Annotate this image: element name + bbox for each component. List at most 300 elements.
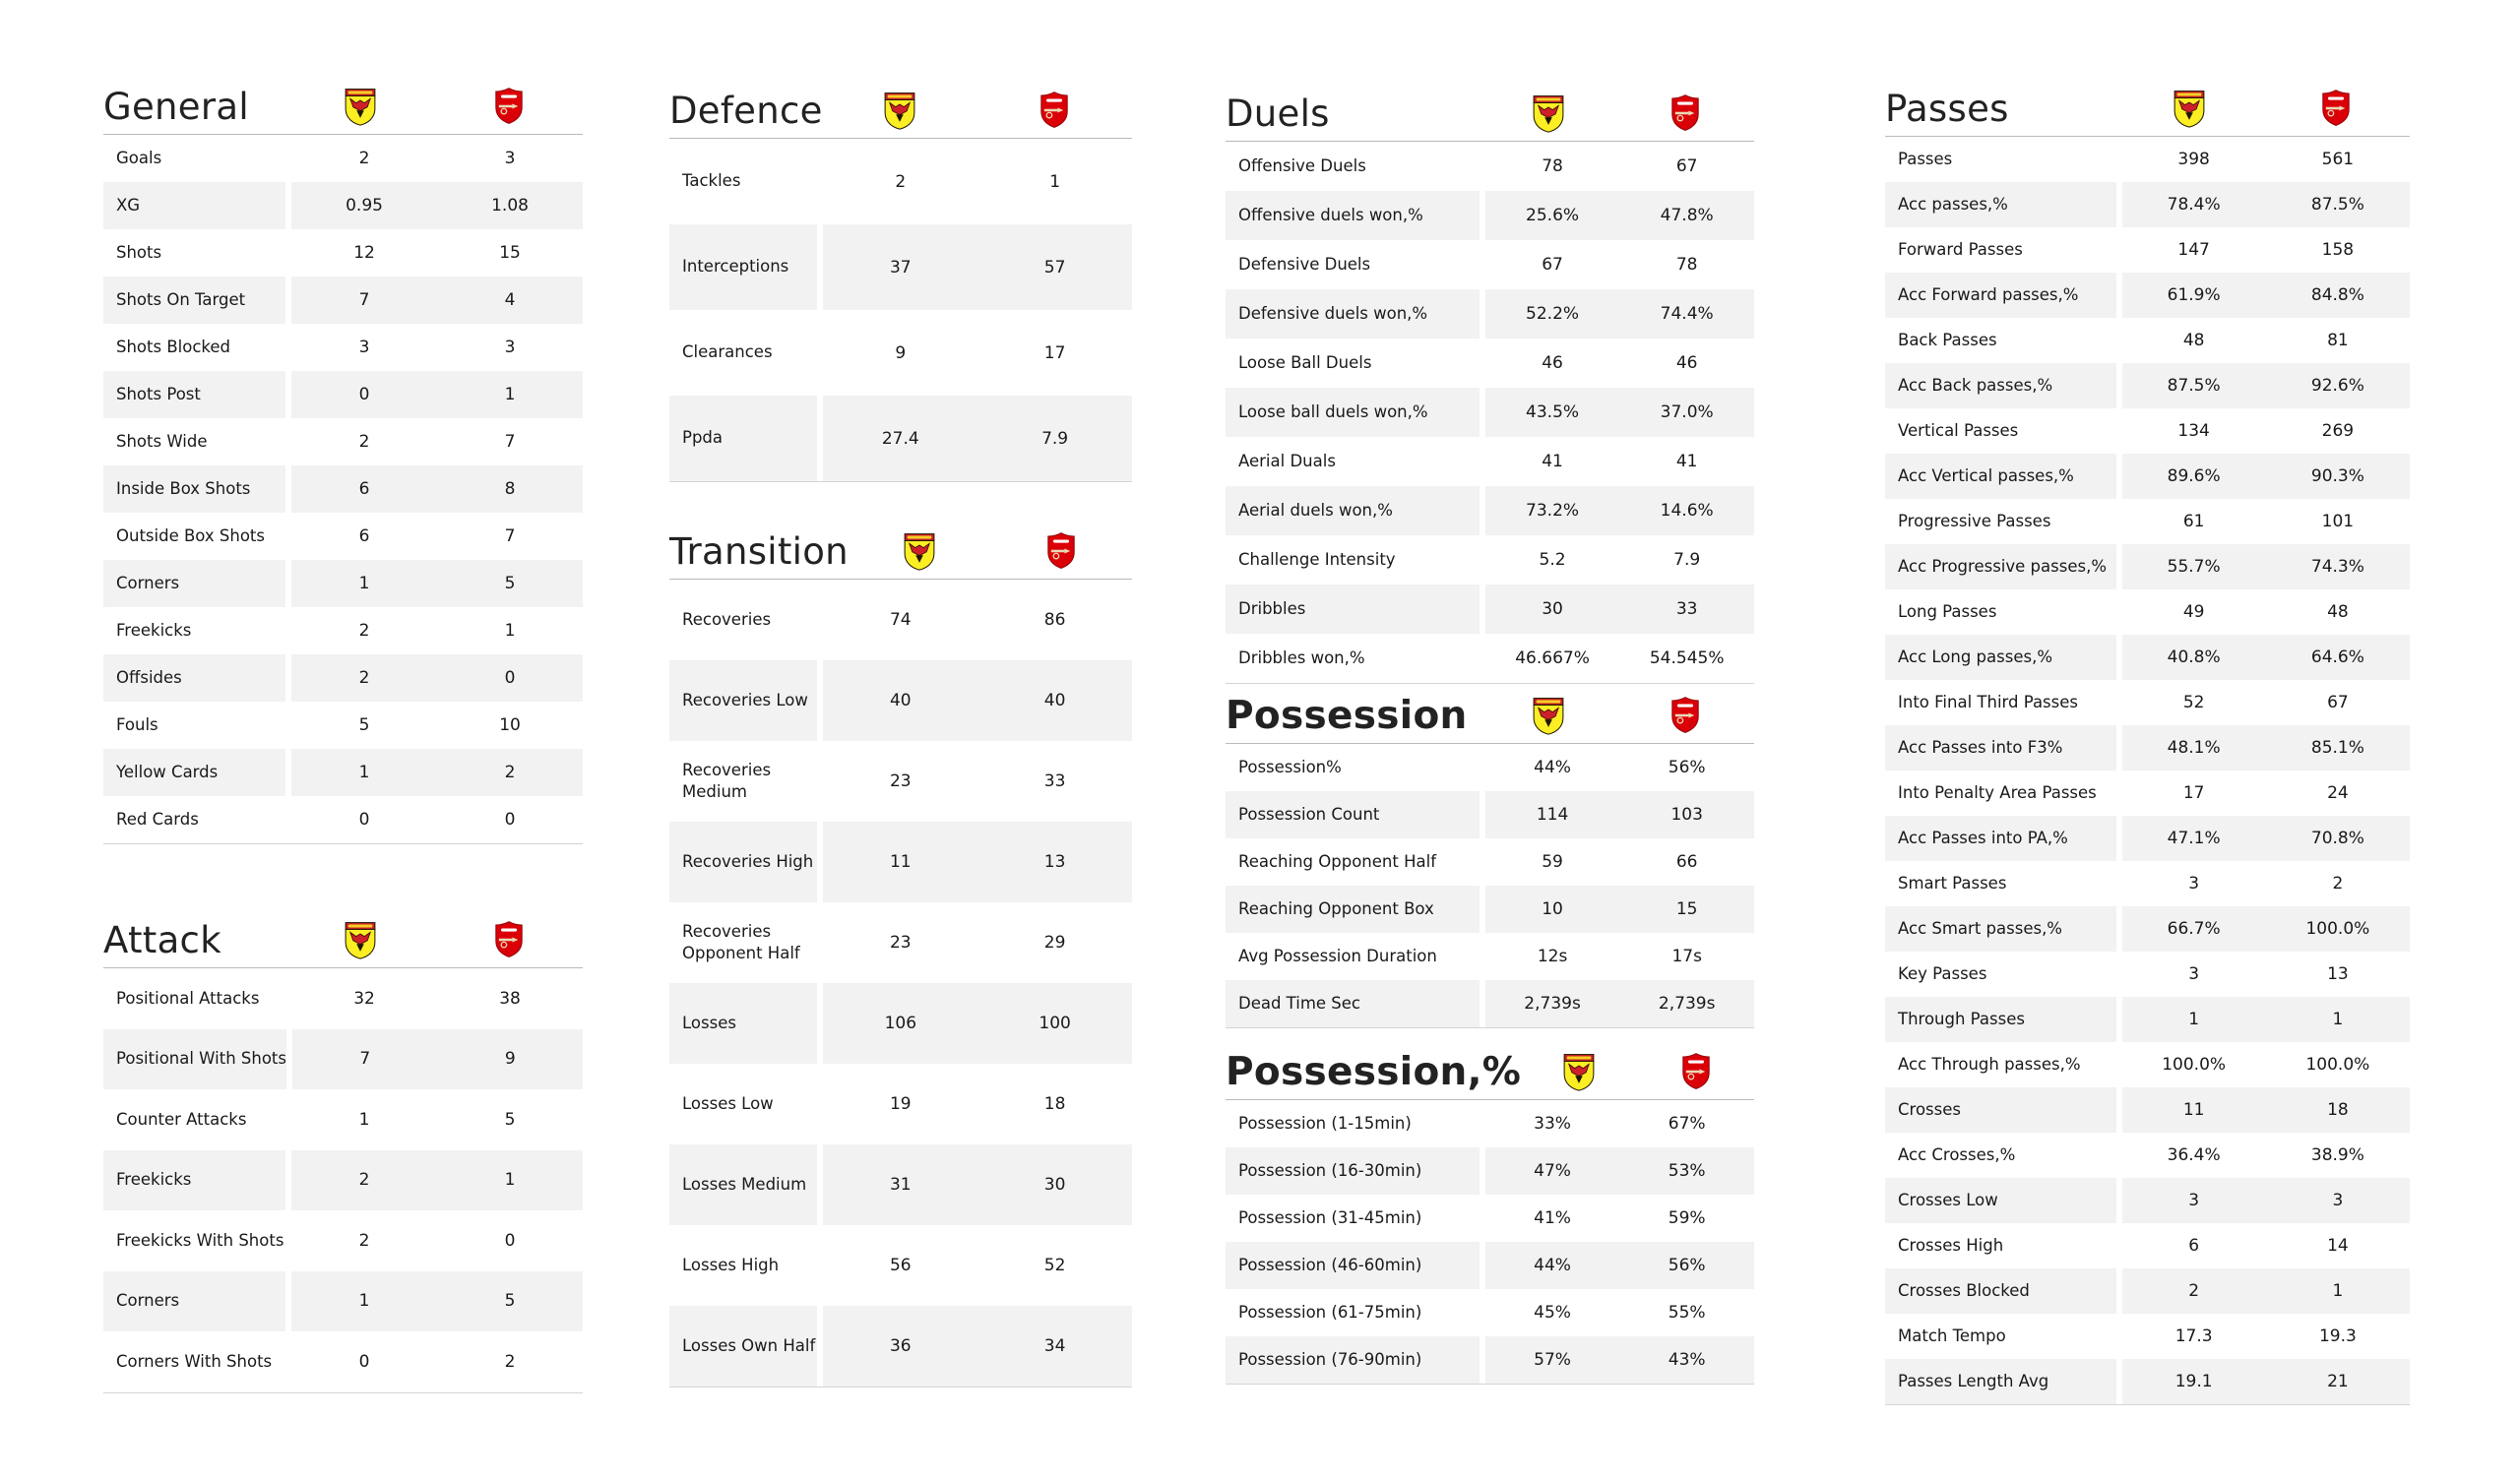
stat-row bbox=[669, 1144, 1132, 1225]
stat-values bbox=[291, 513, 583, 560]
stat-row bbox=[1226, 1336, 1754, 1384]
stat-label: Offensive Duels bbox=[1238, 155, 1366, 175]
stat-label: Acc Vertical passes,% bbox=[1885, 454, 2116, 499]
stat-label: Shots On Target bbox=[103, 277, 285, 324]
stat-values bbox=[2122, 861, 2410, 906]
stat-value-away: 269 bbox=[2321, 421, 2355, 441]
stat-row bbox=[1885, 182, 2410, 227]
stat-value-home: 17.3 bbox=[2174, 1326, 2213, 1346]
stat-row bbox=[103, 1271, 583, 1332]
stat-value-away: 15 bbox=[499, 243, 521, 263]
stat-value-home: 3 bbox=[2188, 1191, 2200, 1210]
stat-label: Key Passes bbox=[1898, 963, 1987, 983]
stat-value-home: 1 bbox=[358, 1291, 370, 1312]
stat-label: Crosses High bbox=[1898, 1235, 2004, 1255]
stat-label: Losses High bbox=[682, 1255, 780, 1274]
stat-value-home: 12s bbox=[1537, 947, 1568, 966]
stat-row bbox=[1226, 240, 1754, 289]
stat-row bbox=[1885, 1087, 2410, 1133]
stat-values bbox=[291, 1150, 583, 1211]
stat-row bbox=[1226, 634, 1754, 683]
stat-label: Dribbles bbox=[1226, 585, 1480, 634]
section-header-duels bbox=[1226, 86, 1754, 142]
stat-label: Shots bbox=[116, 242, 162, 262]
stat-label: Acc Progressive passes,% bbox=[1885, 544, 2116, 589]
stat-value-away: 158 bbox=[2321, 240, 2355, 260]
stat-row bbox=[103, 513, 583, 560]
stat-value-away: 2 bbox=[2332, 874, 2344, 894]
stat-value-home: 52 bbox=[2182, 693, 2205, 712]
stat-row bbox=[103, 654, 583, 702]
stat-values bbox=[1485, 838, 1754, 886]
stat-values bbox=[291, 1331, 583, 1392]
stat-value-away: 1 bbox=[504, 621, 516, 641]
stat-values bbox=[2122, 725, 2410, 771]
stat-values bbox=[823, 580, 1132, 660]
stat-values bbox=[291, 1210, 583, 1271]
stat-values bbox=[291, 371, 583, 418]
stat-values bbox=[2122, 408, 2410, 454]
stat-row bbox=[1885, 363, 2410, 408]
stat-row bbox=[1885, 544, 2410, 589]
stat-value-away: 5 bbox=[504, 1109, 516, 1130]
stat-label: Ppda bbox=[669, 396, 817, 481]
stat-label: Defensive duels won,% bbox=[1226, 289, 1480, 339]
stat-label: Reaching Opponent Box bbox=[1226, 886, 1480, 933]
stat-row bbox=[1885, 589, 2410, 635]
stat-row bbox=[103, 1089, 583, 1150]
stat-value-home: 398 bbox=[2177, 150, 2210, 169]
stat-values bbox=[291, 418, 583, 465]
stat-values bbox=[2122, 318, 2410, 363]
stat-value-home: 2 bbox=[358, 149, 370, 168]
stat-value-home: 2 bbox=[895, 171, 907, 192]
stat-label: Corners bbox=[103, 1271, 285, 1332]
stat-rows bbox=[669, 139, 1132, 482]
stat-row bbox=[1226, 1289, 1754, 1336]
stat-value-away: 8 bbox=[504, 479, 516, 499]
stat-label: Avg Possession Duration bbox=[1238, 946, 1437, 965]
stat-values bbox=[2122, 1359, 2410, 1404]
column-passes bbox=[1885, 0, 2410, 1480]
watford-crest-icon bbox=[903, 531, 936, 571]
stat-rows bbox=[1226, 744, 1754, 1028]
stat-value-away: 13 bbox=[2327, 964, 2349, 984]
stat-value-home: 44% bbox=[1534, 1256, 1571, 1275]
stat-label: Freekicks bbox=[103, 1150, 285, 1211]
stat-value-home: 6 bbox=[358, 526, 370, 546]
stat-values bbox=[1485, 142, 1754, 191]
stat-row bbox=[103, 371, 583, 418]
stat-value-home: 66.7% bbox=[2167, 919, 2221, 939]
stat-value-away: 41 bbox=[1675, 452, 1698, 471]
stat-label: Into Penalty Area Passes bbox=[1898, 782, 2097, 802]
stat-value-home: 48 bbox=[2182, 331, 2205, 350]
stat-value-away: 0 bbox=[504, 1230, 516, 1251]
stat-value-away: 101 bbox=[2321, 512, 2355, 531]
stat-values bbox=[1485, 1147, 1754, 1195]
stat-row bbox=[669, 310, 1132, 396]
stat-row bbox=[669, 139, 1132, 224]
stat-row bbox=[1885, 725, 2410, 771]
stat-label: Possession (1-15min) bbox=[1238, 1113, 1412, 1133]
stat-value-away: 15 bbox=[1675, 899, 1698, 919]
stat-values bbox=[1485, 388, 1754, 437]
stat-value-home: 0 bbox=[358, 1351, 370, 1372]
stat-row bbox=[1885, 1223, 2410, 1268]
stat-label: Possession (46-60min) bbox=[1226, 1242, 1480, 1289]
stat-value-away: 67 bbox=[2327, 693, 2349, 712]
stat-values bbox=[1485, 933, 1754, 980]
stat-value-home: 2 bbox=[2188, 1281, 2200, 1301]
stat-values bbox=[1485, 289, 1754, 339]
stat-label: Reaching Opponent Half bbox=[1238, 851, 1436, 871]
stat-values bbox=[823, 1144, 1132, 1225]
stat-value-home: 11 bbox=[2182, 1100, 2205, 1120]
stat-value-home: 23 bbox=[889, 933, 912, 953]
stat-value-home: 57% bbox=[1534, 1350, 1571, 1370]
stat-value-away: 3 bbox=[504, 338, 516, 357]
stat-label: Progressive Passes bbox=[1898, 511, 2051, 530]
stat-values bbox=[2122, 1268, 2410, 1314]
stat-row bbox=[1226, 1100, 1754, 1147]
stat-value-away: 18 bbox=[1043, 1094, 1066, 1114]
stat-row bbox=[1885, 906, 2410, 952]
stat-row bbox=[669, 902, 1132, 983]
stat-values bbox=[2122, 997, 2410, 1042]
stat-value-home: 43.5% bbox=[1526, 402, 1580, 422]
stat-label: Acc Forward passes,% bbox=[1885, 273, 2116, 318]
section-title: General bbox=[103, 85, 249, 128]
stat-values bbox=[823, 983, 1132, 1064]
stat-row bbox=[103, 229, 583, 277]
stat-row bbox=[1226, 585, 1754, 634]
stat-values bbox=[2122, 1314, 2410, 1359]
stat-label: Recoveries Low bbox=[669, 660, 817, 741]
stat-values bbox=[1485, 1195, 1754, 1242]
stat-value-away: 1 bbox=[2332, 1010, 2344, 1029]
stat-row bbox=[1226, 388, 1754, 437]
section-duels bbox=[1226, 86, 1754, 684]
stat-label: Crosses Low bbox=[1885, 1178, 2116, 1223]
stat-label: Losses Medium bbox=[669, 1144, 817, 1225]
stat-row bbox=[1885, 137, 2410, 182]
stat-value-home: 3 bbox=[2188, 964, 2200, 984]
stat-value-home: 87.5% bbox=[2167, 376, 2221, 396]
stat-value-away: 56% bbox=[1668, 1256, 1706, 1275]
stat-values bbox=[823, 139, 1132, 224]
stat-row bbox=[1226, 1195, 1754, 1242]
stat-rows bbox=[103, 135, 583, 844]
stat-values bbox=[823, 1225, 1132, 1306]
stat-value-away: 2 bbox=[504, 1351, 516, 1372]
stat-value-away: 70.8% bbox=[2310, 829, 2364, 848]
stat-value-away: 7 bbox=[504, 526, 516, 546]
stat-value-home: 33% bbox=[1534, 1114, 1571, 1134]
stat-values bbox=[1485, 1289, 1754, 1336]
stat-value-home: 30 bbox=[1542, 599, 1563, 619]
stat-values bbox=[2122, 1133, 2410, 1178]
stat-label: Dead Time Sec bbox=[1226, 980, 1480, 1027]
stat-label: XG bbox=[103, 182, 285, 229]
stat-value-away: 18 bbox=[2327, 1100, 2349, 1120]
stat-value-home: 3 bbox=[358, 338, 370, 357]
stat-label: Crosses Blocked bbox=[1885, 1268, 2116, 1314]
stat-values bbox=[2122, 635, 2410, 680]
stat-row bbox=[1885, 1133, 2410, 1178]
stat-values bbox=[823, 224, 1132, 310]
stat-label: Possession (61-75min) bbox=[1238, 1302, 1422, 1322]
stat-row bbox=[1885, 318, 2410, 363]
stat-row bbox=[103, 560, 583, 607]
stat-value-home: 2 bbox=[358, 1170, 370, 1191]
stat-label: Recoveries bbox=[682, 609, 772, 629]
stat-value-home: 0 bbox=[358, 385, 370, 404]
arsenal-crest-icon bbox=[1044, 531, 1078, 571]
stat-value-home: 0.95 bbox=[346, 196, 383, 216]
stat-value-away: 53% bbox=[1668, 1161, 1706, 1181]
stat-value-home: 47% bbox=[1534, 1161, 1571, 1181]
stat-values bbox=[1485, 535, 1754, 585]
stat-row bbox=[103, 135, 583, 182]
stat-label: Possession% bbox=[1238, 757, 1342, 776]
stat-value-home: 5.2 bbox=[1539, 550, 1566, 570]
stat-value-home: 49 bbox=[2182, 602, 2205, 622]
section-header-passes bbox=[1885, 81, 2410, 137]
stat-label: Passes bbox=[1898, 149, 1953, 168]
stat-value-away: 5 bbox=[504, 1291, 516, 1312]
stat-values bbox=[2122, 182, 2410, 227]
stat-value-home: 27.4 bbox=[881, 428, 919, 449]
stat-row bbox=[103, 465, 583, 513]
stat-values bbox=[291, 654, 583, 702]
stat-label: Through Passes bbox=[1885, 997, 2116, 1042]
stat-values bbox=[291, 1089, 583, 1150]
stat-label: Acc Passes into F3% bbox=[1885, 725, 2116, 771]
stat-label: Acc Long passes,% bbox=[1885, 635, 2116, 680]
stat-value-away: 46 bbox=[1675, 353, 1698, 373]
watford-crest-icon bbox=[1532, 93, 1565, 133]
stat-label: Match Tempo bbox=[1898, 1326, 2006, 1345]
stat-value-home: 46 bbox=[1542, 353, 1563, 373]
section-title: Passes bbox=[1885, 87, 2009, 130]
stat-value-home: 36 bbox=[889, 1336, 912, 1356]
stat-row bbox=[1226, 1242, 1754, 1289]
stat-value-home: 31 bbox=[889, 1175, 912, 1195]
stat-value-home: 11 bbox=[889, 852, 912, 872]
stat-values bbox=[2122, 589, 2410, 635]
stat-label: Positional With Shots bbox=[103, 1029, 286, 1090]
stat-values bbox=[2122, 499, 2410, 544]
stat-row bbox=[1226, 886, 1754, 933]
stat-row bbox=[1885, 408, 2410, 454]
stat-value-home: 19.1 bbox=[2174, 1372, 2213, 1391]
stat-values bbox=[1485, 585, 1754, 634]
stat-values bbox=[823, 310, 1132, 396]
stat-value-away: 100 bbox=[1039, 1014, 1071, 1033]
stat-value-away: 1 bbox=[2332, 1281, 2344, 1301]
stat-label: Freekicks With Shots bbox=[116, 1230, 284, 1250]
stat-value-home: 2 bbox=[358, 621, 370, 641]
stat-values bbox=[2122, 906, 2410, 952]
arsenal-crest-icon bbox=[1679, 1052, 1713, 1091]
section-possession_pct bbox=[1226, 1044, 1754, 1385]
stat-label: Yellow Cards bbox=[103, 749, 285, 796]
stat-row bbox=[103, 1331, 583, 1392]
stat-values bbox=[1485, 634, 1754, 683]
stat-value-home: 48.1% bbox=[2167, 738, 2221, 758]
stat-label: Aerial Duals bbox=[1238, 451, 1336, 470]
stat-row bbox=[103, 182, 583, 229]
stat-value-away: 43% bbox=[1668, 1350, 1706, 1370]
stat-label: Passes Length Avg bbox=[1885, 1359, 2116, 1404]
section-title: Attack bbox=[103, 918, 221, 961]
stat-label: Loose Ball Duels bbox=[1238, 352, 1372, 372]
arsenal-crest-icon bbox=[2319, 89, 2353, 128]
stat-value-away: 1 bbox=[504, 385, 516, 404]
stat-label: Defensive Duels bbox=[1238, 254, 1371, 274]
stat-value-home: 114 bbox=[1536, 805, 1569, 825]
stat-label: Possession (76-90min) bbox=[1226, 1336, 1480, 1384]
watford-crest-icon bbox=[1532, 696, 1565, 735]
stat-value-home: 12 bbox=[353, 243, 375, 263]
stat-row bbox=[1226, 191, 1754, 240]
stat-row bbox=[1226, 791, 1754, 838]
stat-row bbox=[1885, 454, 2410, 499]
stat-label: Shots Post bbox=[103, 371, 285, 418]
stat-row bbox=[1885, 952, 2410, 997]
stat-value-away: 9 bbox=[504, 1049, 516, 1070]
stat-values bbox=[291, 465, 583, 513]
stat-value-home: 47.1% bbox=[2167, 829, 2221, 848]
stat-label: Tackles bbox=[682, 171, 741, 191]
stat-row bbox=[669, 1225, 1132, 1306]
stat-row bbox=[1885, 1314, 2410, 1359]
stat-values bbox=[2122, 1042, 2410, 1087]
stat-values bbox=[1485, 886, 1754, 933]
stat-row bbox=[1226, 1147, 1754, 1195]
stat-row bbox=[1885, 1359, 2410, 1404]
stat-label: Corners bbox=[103, 560, 285, 607]
watford-crest-icon bbox=[883, 91, 916, 130]
stat-row bbox=[1885, 1178, 2410, 1223]
stat-values bbox=[292, 1029, 583, 1090]
stat-value-home: 89.6% bbox=[2167, 466, 2221, 486]
stat-values bbox=[2122, 273, 2410, 318]
stat-row bbox=[103, 607, 583, 654]
stat-value-away: 7.9 bbox=[1673, 550, 1701, 570]
stat-label: Corners With Shots bbox=[116, 1351, 273, 1371]
stat-label: Acc Back passes,% bbox=[1885, 363, 2116, 408]
stat-value-away: 40 bbox=[1043, 691, 1066, 710]
section-general bbox=[103, 79, 583, 844]
stat-value-away: 84.8% bbox=[2310, 285, 2364, 305]
stat-row bbox=[1885, 861, 2410, 906]
stat-values bbox=[823, 741, 1132, 822]
stat-label: Positional Attacks bbox=[116, 988, 260, 1008]
stat-row bbox=[1885, 680, 2410, 725]
stat-value-away: 561 bbox=[2321, 150, 2355, 169]
stat-values bbox=[2122, 1087, 2410, 1133]
section-header-defence bbox=[669, 83, 1132, 139]
stat-value-home: 25.6% bbox=[1526, 206, 1580, 225]
stat-value-home: 6 bbox=[2188, 1236, 2200, 1256]
stat-value-away: 4 bbox=[504, 290, 516, 310]
stat-value-away: 74.3% bbox=[2310, 557, 2364, 577]
section-title: Possession bbox=[1226, 693, 1468, 738]
stat-row bbox=[1226, 838, 1754, 886]
stat-rows bbox=[103, 968, 583, 1393]
stat-label: Shots Wide bbox=[116, 431, 208, 451]
stat-values bbox=[291, 277, 583, 324]
column-general-attack bbox=[103, 0, 583, 1480]
stat-row bbox=[669, 983, 1132, 1064]
stat-values bbox=[291, 1271, 583, 1332]
stat-value-away: 34 bbox=[1043, 1336, 1066, 1356]
stat-value-home: 2,739s bbox=[1524, 994, 1581, 1014]
stat-value-away: 57 bbox=[1043, 257, 1066, 278]
stat-value-away: 0 bbox=[504, 810, 516, 830]
stat-value-away: 14.6% bbox=[1660, 501, 1714, 521]
stat-value-away: 103 bbox=[1670, 805, 1703, 825]
stat-row bbox=[1885, 771, 2410, 816]
stat-label: Back Passes bbox=[1898, 330, 1997, 349]
stat-rows bbox=[1226, 1100, 1754, 1385]
stat-row bbox=[103, 796, 583, 843]
stat-value-home: 134 bbox=[2177, 421, 2210, 441]
stat-label: Possession (31-45min) bbox=[1238, 1207, 1422, 1227]
stat-value-away: 29 bbox=[1043, 933, 1066, 953]
stat-value-home: 100.0% bbox=[2162, 1055, 2227, 1075]
stat-value-home: 7 bbox=[358, 290, 370, 310]
stat-value-away: 33 bbox=[1043, 771, 1066, 791]
stat-value-away: 56% bbox=[1668, 758, 1706, 777]
section-title: Defence bbox=[669, 89, 823, 132]
stat-value-away: 2,739s bbox=[1658, 994, 1716, 1014]
stat-row bbox=[103, 277, 583, 324]
stat-values bbox=[2122, 771, 2410, 816]
stat-value-home: 67 bbox=[1542, 255, 1563, 275]
stat-value-home: 1 bbox=[2188, 1010, 2200, 1029]
stat-value-away: 100.0% bbox=[2305, 1055, 2370, 1075]
stat-label: Counter Attacks bbox=[116, 1109, 247, 1129]
stat-value-away: 21 bbox=[2327, 1372, 2349, 1391]
stat-label: Interceptions bbox=[669, 224, 817, 310]
stat-value-away: 1 bbox=[1049, 171, 1061, 192]
stat-value-away: 17 bbox=[1043, 342, 1066, 363]
stat-values bbox=[2122, 227, 2410, 273]
stat-value-away: 38.9% bbox=[2310, 1145, 2364, 1165]
stat-value-away: 7.9 bbox=[1041, 428, 1069, 449]
stat-value-home: 147 bbox=[2177, 240, 2210, 260]
stat-value-away: 10 bbox=[499, 715, 521, 735]
stat-value-home: 40 bbox=[889, 691, 912, 710]
stat-label: Smart Passes bbox=[1898, 873, 2007, 893]
stat-values bbox=[1485, 339, 1754, 388]
stat-row bbox=[1226, 289, 1754, 339]
stat-label: Crosses bbox=[1885, 1087, 2116, 1133]
stat-values bbox=[1485, 1336, 1754, 1384]
stat-value-away: 3 bbox=[504, 149, 516, 168]
stat-value-home: 5 bbox=[358, 715, 370, 735]
stat-values bbox=[2122, 137, 2410, 182]
stat-value-away: 66 bbox=[1675, 852, 1698, 872]
stat-value-home: 6 bbox=[358, 479, 370, 499]
stat-row bbox=[1226, 980, 1754, 1027]
stat-value-home: 78.4% bbox=[2167, 195, 2221, 215]
stat-label: Acc Crosses,% bbox=[1898, 1144, 2016, 1164]
section-title: Possession,% bbox=[1226, 1049, 1522, 1094]
